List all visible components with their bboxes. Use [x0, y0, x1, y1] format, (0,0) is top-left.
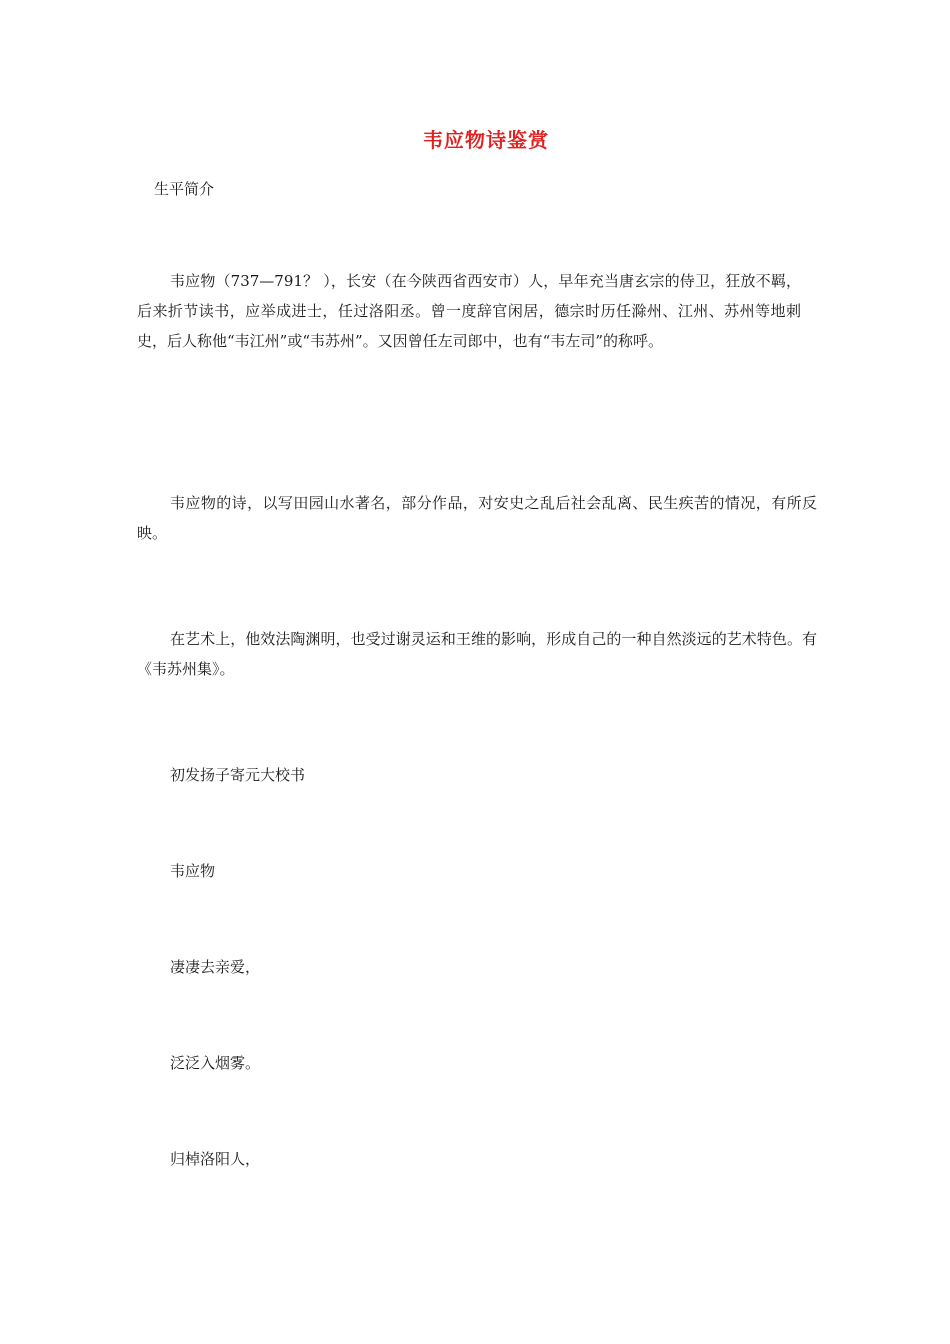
art-paragraph: 在艺术上，他效法陶渊明，也受过谢灵运和王维的影响，形成自己的一种自然淡远的艺术特色。有《韦苏州集》。 — [137, 630, 817, 678]
poem-line: 归棹洛阳人， — [170, 1150, 261, 1168]
biography-paragraph: 韦应物（737—791？ ），长安（在今陕西省西安市）人，早年充当唐玄宗的侍卫，狂放不羁，后来折节读书，应举成进士，任过洛阳丞。曾一度辞官闲居，德宗时历任滁州、江州、苏州等地刺史，后人称他“韦江州”或“韦苏州”。又因曾任左司郎中，也有“韦左司”的称呼。 — [137, 272, 801, 350]
page-title: 韦应物诗鉴赏 — [423, 128, 549, 152]
poem-title: 初发扬子寄元大校书 — [170, 766, 306, 784]
section-heading: 生平简介 — [154, 180, 215, 198]
poem-author: 韦应物 — [170, 862, 216, 880]
poem-line: 泛泛入烟雾。 — [170, 1054, 261, 1072]
poetry-style-paragraph: 韦应物的诗，以写田园山水著名，部分作品，对安史之乱后社会乱离、民生疾苦的情况，有所反映。 — [137, 494, 817, 542]
poem-line: 凄凄去亲爱， — [170, 958, 261, 976]
